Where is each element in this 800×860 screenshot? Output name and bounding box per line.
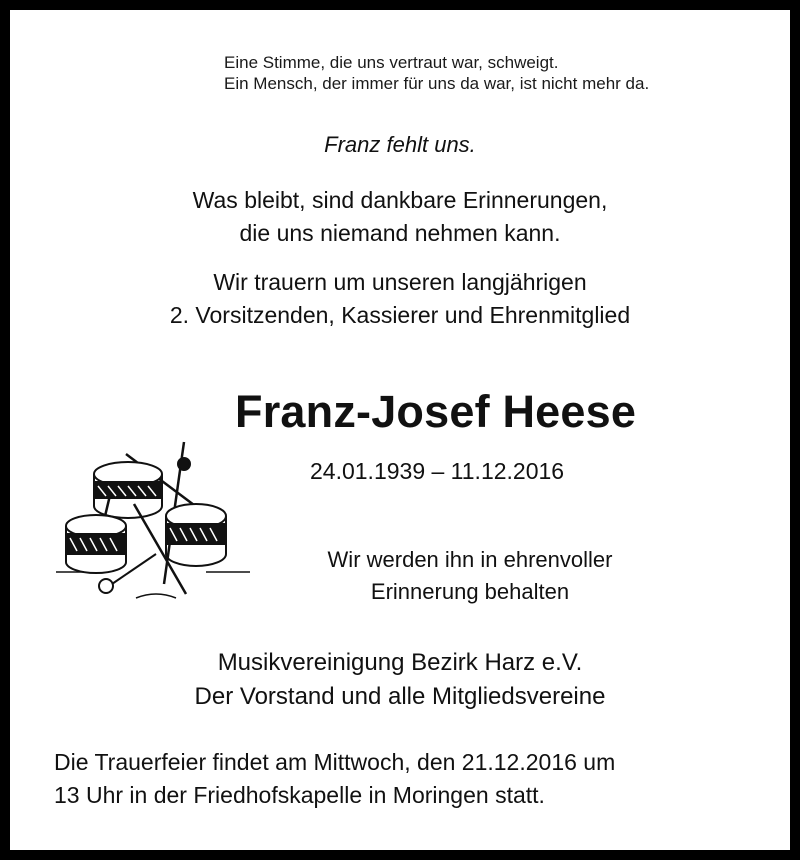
remembrance-line-1: Was bleibt, sind dankbare Erinnerungen, xyxy=(192,187,608,213)
motto xyxy=(224,52,649,94)
remembrance-line-2: die uns niemand nehmen kann. xyxy=(239,220,561,246)
honor-line-2: Erinnerung behalten xyxy=(370,579,570,604)
mourning-line-2: 2. Vorsitzenden, Kassierer und Ehrenmitglied xyxy=(169,302,631,328)
honor-text xyxy=(260,544,680,608)
funeral-service-info xyxy=(54,746,615,812)
tagline: Franz fehlt uns. xyxy=(324,132,476,157)
remembrance-text xyxy=(10,184,790,250)
mourning-text xyxy=(10,266,790,332)
drums-illustration-icon xyxy=(56,434,250,604)
organization-board: Der Vorstand und alle Mitgliedsvereine xyxy=(194,683,606,710)
motto-line-2: Ein Mensch, der immer für uns da war, ist nicht mehr da. xyxy=(224,74,650,93)
obituary-notice xyxy=(10,10,790,850)
mourning-line-1: Wir trauern um unseren langjährigen xyxy=(213,269,587,295)
life-dates: 24.01.1939 – 11.12.2016 xyxy=(310,458,565,484)
organization xyxy=(10,646,790,714)
honor-line-1: Wir werden ihn in ehrenvoller xyxy=(327,547,613,572)
organization-name: Musikvereinigung Bezirk Harz e.V. xyxy=(217,649,583,676)
deceased-name: Franz-Josef Heese xyxy=(235,386,637,437)
service-line-1: Die Trauerfeier findet am Mittwoch, den 21.12.2016 um xyxy=(54,749,616,775)
service-line-2: 13 Uhr in der Friedhofskapelle in Moringen statt. xyxy=(54,782,545,808)
motto-line-1: Eine Stimme, die uns vertraut war, schweigt. xyxy=(224,53,559,72)
